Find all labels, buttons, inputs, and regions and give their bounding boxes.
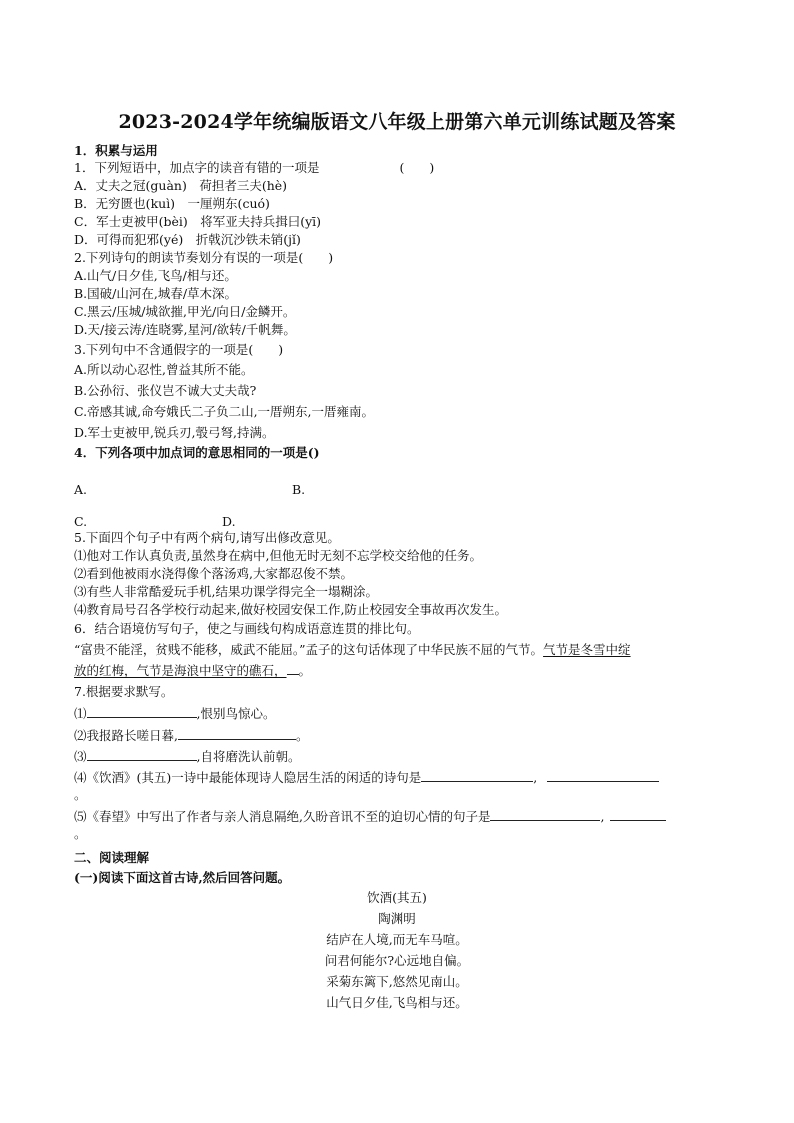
q7-item-3-num: ⑶ xyxy=(74,749,87,764)
q6-tail: 。 xyxy=(298,663,312,678)
q4-option-c: C. xyxy=(74,514,88,529)
question-4-stem: 4．下列各项中加点词的意思相同的一项是() xyxy=(74,445,320,460)
q4-option-d: D. xyxy=(222,514,236,529)
poem-author: 陶渊明 xyxy=(378,911,416,926)
q1-option-a: A．丈夫之冠(guàn) 荷担者三夫(hè) xyxy=(74,178,288,193)
q7-item-1 xyxy=(74,705,276,722)
poem-line-3: 采菊东篱下,悠然见南山。 xyxy=(326,974,468,989)
q6-quote: “富贵不能淫，贫贱不能移，威武不能屈。”孟子的这句话体现了中华民族不屈的气节。 xyxy=(74,642,544,657)
poem-line-4: 山气日夕佳,飞鸟相与还。 xyxy=(326,995,468,1010)
question-7-stem: 7.根据要求默写。 xyxy=(74,684,174,699)
q6-context-line-2 xyxy=(74,662,311,679)
q7-item-1-text: ,恨别鸟惊心。 xyxy=(196,706,276,721)
q7-item-2 xyxy=(74,727,309,744)
q5-sentence-2: ⑵看到他被雨水浇得像个落汤鸡,大家都忍俊不禁。 xyxy=(74,566,353,581)
q6-answer-blank[interactable] xyxy=(287,662,299,675)
q3-option-b: B.公孙衍、张仪岂不诚大丈夫哉? xyxy=(74,383,257,398)
question-3-stem: 3.下列句中不含通假字的一项是( ) xyxy=(74,342,284,357)
q7-blank-2[interactable] xyxy=(178,727,296,740)
q7-item-3 xyxy=(74,748,301,765)
q7-blank-1[interactable] xyxy=(87,705,197,718)
q1-option-d: D．可得而犯邪(yé) 折戟沉沙铁未销(jǐ) xyxy=(74,232,301,247)
q5-sentence-4: ⑷教育局号召各学校行动起来,做好校园安保工作,防止校园安全事故再次发生。 xyxy=(74,602,507,617)
q3-option-c: C.帝感其诚,命夸娥氏二子负二山,一厝朔东,一厝雍南。 xyxy=(74,404,375,419)
q7-blank-3[interactable] xyxy=(87,748,197,761)
poem-line-2: 问君何能尔?心远地自偏。 xyxy=(324,953,470,968)
q3-option-d: D.军士吏被甲,锐兵刃,彀弓弩,持满。 xyxy=(74,425,275,440)
q4-option-a: A. xyxy=(74,482,88,497)
q6-context-line-1 xyxy=(74,642,631,658)
q7-item-5 xyxy=(74,808,666,825)
q6-underlined-1: 气节是冬雪中绽 xyxy=(543,642,631,657)
poem-title: 饮酒(其五) xyxy=(367,890,427,905)
q7-item-1-num: ⑴ xyxy=(74,706,87,721)
question-1-text: 1．下列短语中，加点字的读音有错的一项是 xyxy=(74,160,320,175)
question-2-stem: 2.下列诗句的朗读节奏划分有误的一项是( ) xyxy=(74,250,334,265)
q7-item-5-comma: , xyxy=(600,809,605,824)
q7-item-3-text: ,自将磨洗认前朝。 xyxy=(196,749,301,764)
q7-blank-5a[interactable] xyxy=(490,808,600,821)
section-heading-1: 1．积累与运用 xyxy=(74,143,158,158)
section-heading-2: 二、阅读理解 xyxy=(74,850,150,865)
q1-option-b: B．无穷匮也(kuì) 一厘朔东(cuó) xyxy=(74,196,270,211)
q4-option-b: B. xyxy=(292,482,306,497)
q1-option-c: C．军士吏被甲(bèi) 将军亚夫持兵揖曰(yī) xyxy=(74,214,322,229)
q7-blank-4a[interactable] xyxy=(421,769,533,782)
q5-sentence-3: ⑶有些人非常酷爱玩手机,结果功课学得完全一塌糊涂。 xyxy=(74,584,378,599)
question-6-stem: 6．结合语境仿写句子，使之与画线句构成语意连贯的排比句。 xyxy=(74,621,420,636)
poem-line-1: 结庐在人境,而无车马喧。 xyxy=(326,932,468,947)
q7-item-4-comma: , xyxy=(533,770,538,785)
q7-item-5-end: 。 xyxy=(74,826,87,841)
q2-option-d: D.天/接云涛/连晓雾,星河/欲转/千帆舞。 xyxy=(74,322,296,337)
q7-item-5-text: ⑸《春望》中写出了作者与亲人消息隔绝,久盼音讯不至的迫切心情的句子是 xyxy=(74,809,491,824)
q5-sentence-1: ⑴他对工作认真负责,虽然身在病中,但他无时无刻不忘学校交给他的任务。 xyxy=(74,548,482,563)
q7-blank-5b[interactable] xyxy=(610,808,666,821)
question-1-stem xyxy=(74,160,434,176)
answer-paren: ( ) xyxy=(399,160,435,175)
q7-item-2-text: ⑵我报路长嗟日暮, xyxy=(74,728,178,743)
q7-item-2-end: 。 xyxy=(295,728,309,743)
q7-item-4 xyxy=(74,769,659,786)
question-5-stem: 5.下面四个句子中有两个病句,请写出修改意见。 xyxy=(74,530,340,545)
q2-option-a: A.山气/日夕佳,飞鸟/相与还。 xyxy=(74,268,237,283)
q2-option-b: B.国破/山河在,城春/草木深。 xyxy=(74,286,238,301)
q6-underlined-2: 放的红梅，气节是海浪中坚守的礁石， xyxy=(74,663,287,678)
q2-option-c: C.黑云/压城/城欲摧,甲光/向日/金鳞开。 xyxy=(74,304,296,319)
q3-option-a: A.所以动心忍性,曾益其所不能。 xyxy=(74,362,254,377)
reading-1-instruction: (一)阅读下面这首古诗,然后回答问题。 xyxy=(74,870,291,885)
page-title: 2023-2024学年统编版语文八年级上册第六单元训练试题及答案 xyxy=(118,111,676,133)
q7-blank-4b[interactable] xyxy=(547,769,659,782)
q7-item-4-end: 。 xyxy=(74,787,87,802)
q7-item-4-text: ⑷《饮酒》(其五)一诗中最能体现诗人隐居生活的闲适的诗句是 xyxy=(74,770,422,785)
